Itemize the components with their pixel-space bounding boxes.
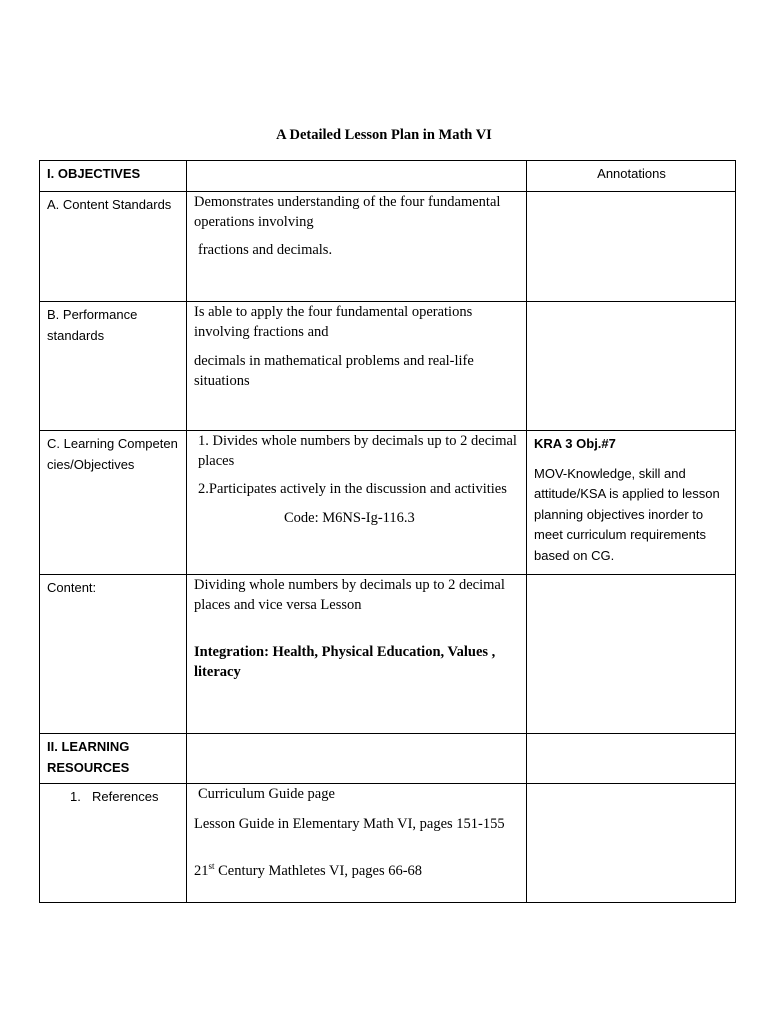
reference-curriculum-guide: Curriculum Guide page xyxy=(198,786,335,802)
cell-objectives-label xyxy=(40,161,187,192)
learning-competencies-label: C. Learning Competencies/Objectives xyxy=(47,436,178,472)
competency-item-1: 1. Divides whole numbers by decimals up to 2 decimal places xyxy=(198,433,517,469)
cell-references-label xyxy=(40,784,187,903)
content-label: Content: xyxy=(47,580,97,595)
content-integration: Integration: Health, Physical Education, Values , literacy xyxy=(194,644,496,680)
page-title: A Detailed Lesson Plan in Math VI xyxy=(276,127,492,143)
table-row-objectives-header xyxy=(40,161,736,192)
reference-mathletes-text: Century Mathletes VI, pages 66-68 xyxy=(214,863,423,879)
table-row-performance-standards xyxy=(40,302,736,431)
cell-performance-standards-label xyxy=(40,302,187,431)
table-row-learning-resources xyxy=(40,734,736,784)
content-standards-line1: Demonstrates understanding of the four fundamental operations involving xyxy=(194,194,501,230)
cell-learning-resources-annotation xyxy=(527,734,736,784)
cell-content-standards-text xyxy=(187,192,527,302)
performance-standards-line2: decimals in mathematical problems and real-life situations xyxy=(194,353,474,389)
cell-objectives-empty xyxy=(187,161,527,192)
performance-standards-label: B. Performance standards xyxy=(47,307,138,343)
performance-standards-line1: Is able to apply the four fundamental operations involving fractions and xyxy=(194,304,473,340)
table-row-content xyxy=(40,575,736,734)
content-standards-label: A. Content Standards xyxy=(47,197,172,212)
table-row-references xyxy=(40,784,736,903)
reference-mathletes-ordinal: st xyxy=(208,861,215,872)
competency-item-2: 2.Participates actively in the discussion and activities xyxy=(198,481,507,497)
cell-content-standards-label xyxy=(40,192,187,302)
lesson-plan-table xyxy=(39,160,736,903)
references-number: 1. xyxy=(70,789,81,804)
table-row-content-standards xyxy=(40,192,736,302)
content-standards-line2: fractions and decimals. xyxy=(198,242,333,258)
cell-learning-competencies-annotation xyxy=(527,431,736,575)
cell-content-standards-annotation xyxy=(527,192,736,302)
cell-learning-competencies-text xyxy=(187,431,527,575)
cell-annotations-header xyxy=(527,161,736,192)
reference-mathletes xyxy=(194,862,520,882)
cell-content-annotation xyxy=(527,575,736,734)
learning-resources-heading: II. LEARNING RESOURCES xyxy=(47,739,130,775)
references-label: References xyxy=(92,789,159,804)
reference-mathletes-number: 21 xyxy=(194,863,209,879)
annotation-mov-text: MOV-Knowledge, skill and attitude/KSA is applied to lesson planning objectives inorder to meet curriculum requirements based on CG. xyxy=(534,465,720,563)
cell-performance-standards-annotation xyxy=(527,302,736,431)
annotation-kra-title: KRA 3 Obj.#7 xyxy=(534,436,616,451)
cell-content-text xyxy=(187,575,527,734)
content-line1: Dividing whole numbers by decimals up to 2 decimal places and vice versa Lesson xyxy=(194,577,505,613)
competency-code: Code: M6NS-Ig-116.3 xyxy=(284,509,415,526)
cell-content-label xyxy=(40,575,187,734)
cell-learning-competencies-label xyxy=(40,431,187,575)
annotations-heading: Annotations xyxy=(597,166,666,181)
cell-references-annotation xyxy=(527,784,736,903)
objectives-heading: I. OBJECTIVES xyxy=(47,166,141,181)
cell-references-text xyxy=(187,784,527,903)
reference-lesson-guide: Lesson Guide in Elementary Math VI, pages 151-155 xyxy=(194,815,505,832)
cell-performance-standards-text xyxy=(187,302,527,431)
cell-learning-resources-empty xyxy=(187,734,527,784)
table-row-learning-competencies xyxy=(40,431,736,575)
cell-learning-resources-label xyxy=(40,734,187,784)
